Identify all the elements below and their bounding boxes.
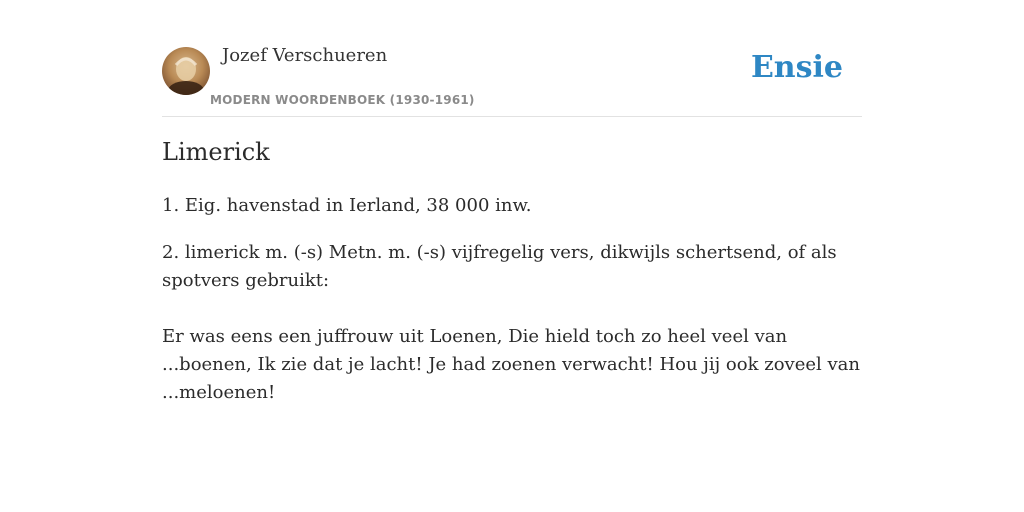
entry-title: Limerick	[162, 138, 270, 166]
entry-definition	[162, 192, 862, 426]
ensie-logo[interactable]: Ensie	[750, 50, 843, 85]
definition-paragraph-3: Er was eens een juffrouw uit Loenen, Die hield toch zo heel veel van ...boenen, Ik zie dat je lacht! Je had zoenen verwacht! Hou jij ook zoveel van ...meloenen!	[162, 326, 861, 403]
entry-header	[162, 0, 862, 117]
definition-paragraph-1: 1. Eig. havenstad in Ierland, 38 000 inw.	[162, 195, 532, 216]
portrait-icon	[162, 47, 210, 95]
definition-paragraph-2: 2. limerick m. (-s) Metn. m. (-s) vijfregelig vers, dikwijls schertsend, of als spotvers gebruikt:	[162, 242, 837, 291]
source-label[interactable]: MODERN WOORDENBOEK (1930-1961)	[210, 93, 475, 107]
entry-card	[162, 0, 862, 512]
author-avatar[interactable]	[162, 47, 210, 95]
author-name[interactable]: Jozef Verschueren	[222, 45, 388, 66]
